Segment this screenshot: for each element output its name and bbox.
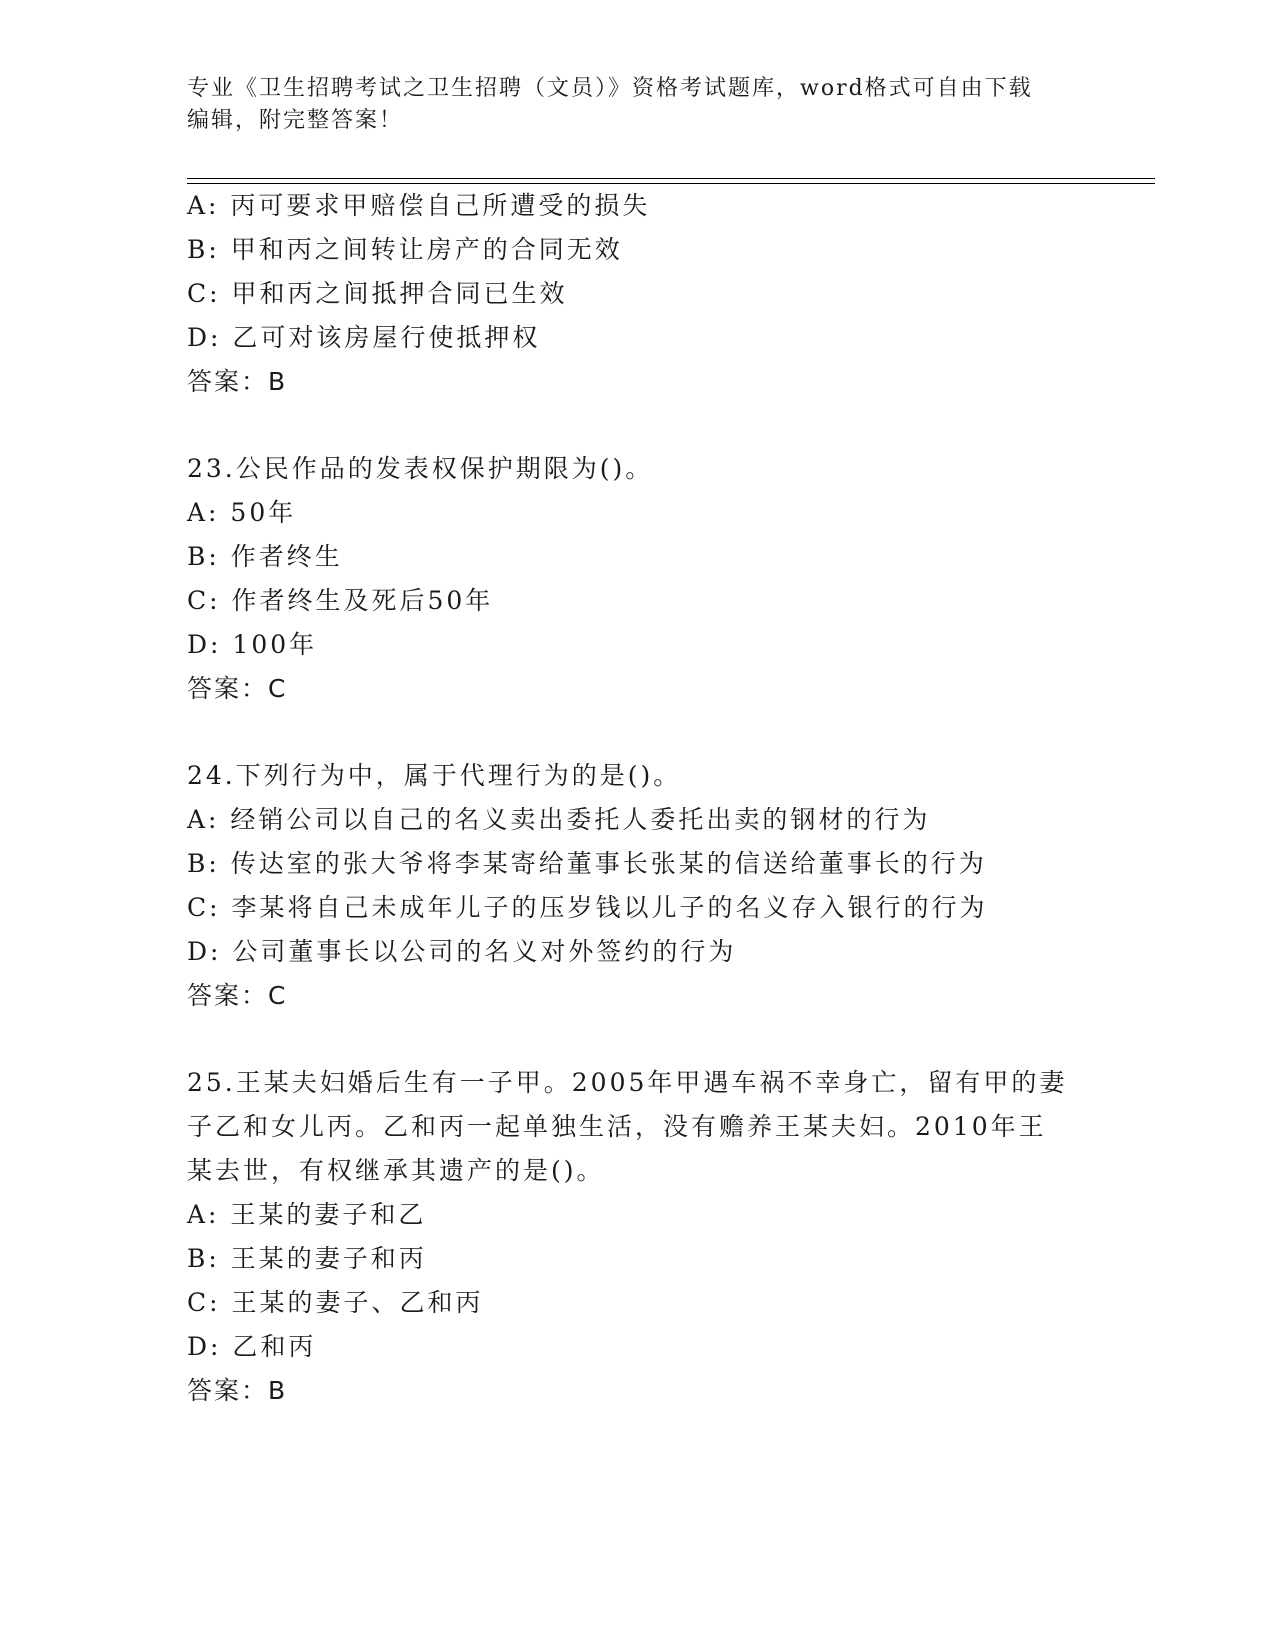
q22-option-c: C: 甲和丙之间抵押合同已生效 bbox=[187, 279, 568, 308]
q24-option-c: C: 李某将自己未成年儿子的压岁钱以儿子的名义存入银行的行为 bbox=[187, 893, 988, 922]
header-divider-bottom bbox=[187, 183, 1155, 184]
q24-option-a: A: 经销公司以自己的名义卖出委托人委托出卖的钢材的行为 bbox=[187, 805, 931, 834]
header-line-2: 编辑，附完整答案！ bbox=[187, 108, 404, 133]
q24-option-d: D: 公司董事长以公司的名义对外签约的行为 bbox=[187, 937, 737, 966]
q24-option-b: B: 传达室的张大爷将李某寄给董事长张某的信送给董事长的行为 bbox=[187, 849, 987, 878]
q24-answer: 答案：C bbox=[187, 981, 288, 1010]
q22-option-a: A: 丙可要求甲赔偿自己所遭受的损失 bbox=[187, 191, 651, 220]
q23-stem: 23.公民作品的发表权保护期限为()。 bbox=[187, 454, 654, 483]
document-header bbox=[187, 73, 1087, 137]
q24-stem: 24.下列行为中，属于代理行为的是()。 bbox=[187, 761, 682, 790]
header-divider-top bbox=[187, 178, 1155, 179]
q23-option-b: B: 作者终生 bbox=[187, 542, 343, 571]
q25-option-a: A: 王某的妻子和乙 bbox=[187, 1200, 427, 1229]
q25-stem-line-3: 某去世，有权继承其遗产的是()。 bbox=[187, 1156, 605, 1185]
q22-option-b: B: 甲和丙之间转让房产的合同无效 bbox=[187, 235, 623, 264]
q25-stem-line-1: 25.王某夫妇婚后生有一子甲。2005年甲遇车祸不幸身亡，留有甲的妻 bbox=[187, 1068, 1068, 1097]
q23-answer: 答案：C bbox=[187, 674, 288, 703]
q22-option-d: D: 乙可对该房屋行使抵押权 bbox=[187, 323, 541, 352]
q25-answer: 答案：B bbox=[187, 1376, 288, 1405]
q23-option-a: A: 50年 bbox=[187, 498, 297, 527]
q23-option-c: C: 作者终生及死后50年 bbox=[187, 586, 494, 615]
q25-stem-line-2: 子乙和女儿丙。乙和丙一起单独生活，没有赡养王某夫妇。2010年王 bbox=[187, 1112, 1047, 1141]
q22-answer: 答案：B bbox=[187, 367, 288, 396]
header-line-1: 专业《卫生招聘考试之卫生招聘（文员）》资格考试题库，word格式可自由下载 bbox=[187, 76, 1033, 101]
q25-option-b: B: 王某的妻子和丙 bbox=[187, 1244, 427, 1273]
q25-option-c: C: 王某的妻子、乙和丙 bbox=[187, 1288, 484, 1317]
q23-option-d: D: 100年 bbox=[187, 630, 318, 659]
q25-option-d: D: 乙和丙 bbox=[187, 1332, 317, 1361]
